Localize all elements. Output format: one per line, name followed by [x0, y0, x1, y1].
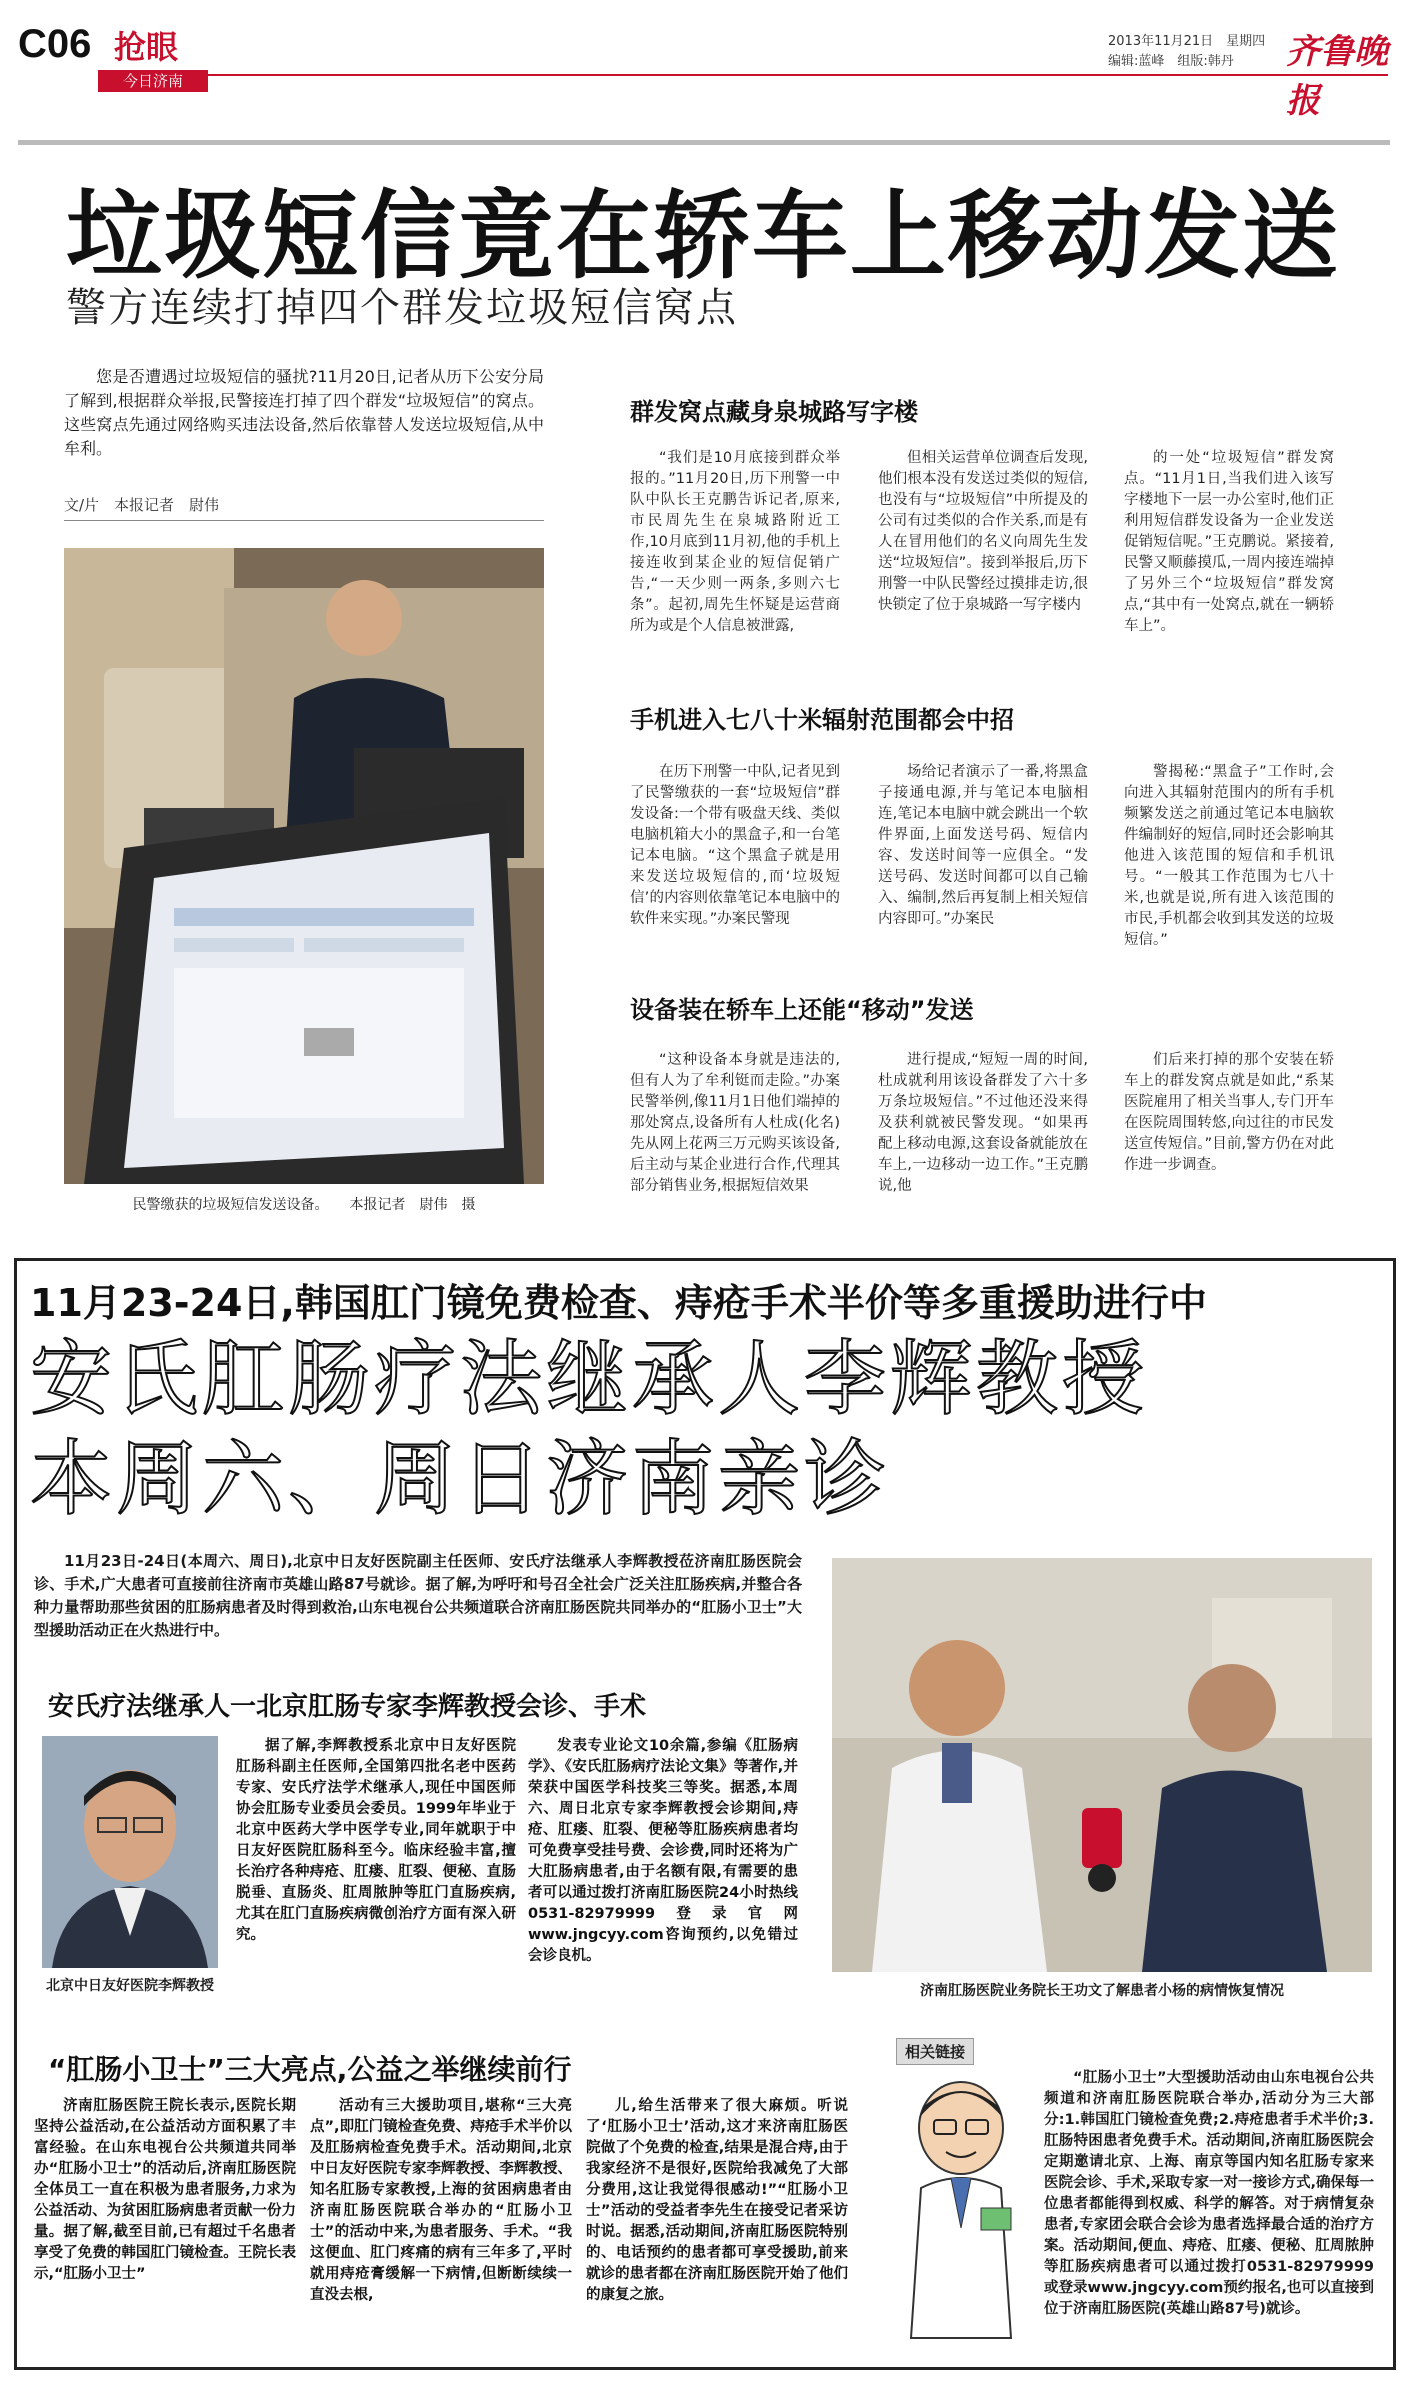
paragraph: 据了解,李辉教授系北京中日友好医院肛肠科副主任医师,全国第四批名老中医药专家、安氏疗法学术继承人,现任中国医师协会肛肠专业委员会委员。1999年毕业于北京中医药大学中医学专业,同年就职于中日友好医院肛肠科至今。临床经验丰富,擅长治疗各种痔疮、肛瘘、肛裂、便秘、直肠脱垂、直肠炎、肛周脓肿等肛门直肠疾病,尤其在肛门直肠疾病微创治疗方面有深入研究。 [236, 1738, 516, 1943]
related-link-tag: 相关链接 [896, 2038, 974, 2065]
ad-headline: 11月23-24日,韩国肛门镜免费检查、痔疮手术半价等多重援助进行中 [30, 1281, 1207, 1325]
doctor-portrait-caption: 北京中日友好医院李辉教授 [46, 1978, 214, 1994]
ad-column-2 [528, 1736, 798, 1967]
header-divider [98, 74, 1388, 76]
related-link-text: “肛肠小卫士”大型援助活动由山东电视台公共频道和济南肛肠医院联合举办,活动分为三大部分:1.韩国肛门镜检查免费;2.痔疮患者手术半价;3.肛肠特困患者免费手术。活动期间,济南肛肠医院会定期邀请北京、上海、南京等国内知名肛肠专家来医院会诊、手术,采取专家一对一接诊方式,确保每一位患者都能得到权威、科学的解答。对于病情复杂患者,专家团会联合会诊为患者选择最合适的治疗方案。活动期间,便血、痔疮、肛瘘、便秘、肛周脓肿等肛肠疾病患者可以通过拨打0531-82979999或登录www.jngcyy.com预约报名,也可以直接到位于济南肛肠医院(英雄山路87号)就诊。 [1044, 2070, 1375, 2317]
paragraph: 警揭秘:“黑盒子”工作时,会向进入其辐射范围内的所有手机频繁发送之前通过笔记本电脑软件编制好的短信,同时还会影响其他进入该范围的短信和手机讯号。“一般其工作范围为七八十米,也就是说,所有进入该范围的市民,手机都会收到其发送的垃圾短信。” [1124, 764, 1334, 948]
doctor-cartoon-icon [886, 2068, 1036, 2348]
paragraph: 进行提成,“短短一周的时间,杜成就利用该设备群发了六十多万条垃圾短信。”不过他还没来得及获利就被民警发现。“如果再配上移动电源,这套设备就能放在车上,一边移动一边工作。”王克鹏说,他 [878, 1052, 1088, 1194]
article-subheadline: 警方连续打掉四个群发垃圾短信窝点 [66, 285, 738, 331]
section-1-col-1 [630, 448, 840, 637]
section-1-col-2 [878, 448, 1088, 616]
paragraph: 儿,给生活带来了很大麻烦。听说了‘肛肠小卫士’活动,这才来济南肛肠医院做了个免费的检查,结果是混合痔,由于我家经济不是很好,医院给我减免了大部分费用,这让我觉得很感动!”“肛肠小卫士”活动的受益者李先生在接受记者采访时说。据悉,活动期间,济南肛肠医院特别的、电话预约的患者都可享受援助,前来就诊的患者都在济南肛肠医院开始了他们的康复之旅。 [586, 2098, 848, 2303]
section-3-col-2 [878, 1050, 1088, 1197]
paragraph: 但相关运营单位调查后发现,他们根本没有发送过类似的短信,也没有与“垃圾短信”中所提及的公司有过类似的合作关系,而是有人在冒用他们的名义向周先生发送“垃圾短信”。接到举报后,历下刑警一中队民警经过摸排走访,很快锁定了位于泉城路一写字楼内 [878, 450, 1088, 613]
ad-subheading-1: 安氏疗法继承人一北京肛肠专家李辉教授会诊、手术 [48, 1692, 647, 1722]
paragraph: 场给记者演示了一番,将黑盒子接通电源,并与笔记本电脑相连,笔记本电脑中就会跳出一个软件界面,上面发送号码、短信内容、发送时间等一应俱全。“发送号码、发送时间都可以自己输入、编制,然后再复制上相关短信内容即可。”办案民 [878, 764, 1088, 927]
paragraph: 济南肛肠医院王院长表示,医院长期坚持公益活动,在公益活动方面积累了丰富经验。在山东电视台公共频道共同举办“肛肠小卫士”的活动后,济南肛肠医院全体员工一直在积极为患者服务,力求为公益活动、为贫困肛肠病患者贡献一份力量。据了解,截至目前,已有超过千名患者享受了免费的韩国肛门镜检查。王院长表示,“肛肠小卫士” [34, 2098, 296, 2282]
paragraph: “这种设备本身就是违法的,但有人为了牟利铤而走险。”办案民警举例,像11月1日他们端掉的那处窝点,设备所有人杜成(化名)先从网上花两三万元购买该设备,后主动与某企业进行合作,代理其部分销售业务,根据短信效果 [630, 1052, 840, 1194]
paragraph: 的一处“垃圾短信”群发窝点。“11月1日,当我们进入该写字楼地下一层一办公室时,他们正利用短信群发设备为一企业发送促销短信呢。”王克鹏说。紧接着,民警又顺藤摸瓜,一周内接连端掉了另外三个“垃圾短信”群发窝点,“其中有一处窝点,就在一辆轿车上”。 [1124, 450, 1334, 634]
photo-illustration [64, 548, 544, 1184]
top-rule [18, 140, 1390, 145]
paragraph: 活动有三大援助项目,堪称“三大亮点”,即肛门镜检查免费、痔疮手术半价以及肛肠病检查免费手术。活动期间,北京中日友好医院专家李辉教授、李辉教授、知名肛肠专家教授,上海的贫困病患者由济南肛肠医院联合举办的“肛肠小卫士”的活动中来,为患者服务、手术。“我这便血、肛门疼痛的病有三年多了,平时就用痔疮膏缓解一下病情,但断断续续一直没去根, [310, 2098, 572, 2303]
article-lead: 您是否遭遇过垃圾短信的骚扰?11月20日,记者从历下公安分局了解到,根据群众举报,民警接连打掉了四个群发“垃圾短信”的窝点。这些窝点先通过网络购买违法设备,然后依靠替人发送垃圾短信,从中牟利。 [64, 367, 544, 458]
section-3-col-1 [630, 1050, 840, 1197]
ad-lead: 11月23日-24日(本周六、周日),北京中日友好医院副主任医师、安氏疗法继承人李辉教授莅济南肛肠医院会诊、手术,广大患者可直接前往济南市英雄山路87号就诊。据了解,为呼吁和号召全社会广泛关注肛肠疾病,并整合各种力量帮助那些贫困的肛肠病患者及时得到救治,山东电视台公共频道联合济南肛肠医院共同举办的“肛肠小卫士”大型援助活动正在火热进行中。 [34, 1552, 802, 1639]
article-headline: 垃圾短信竟在轿车上移动发送 [66, 180, 1340, 292]
photo-illustration [832, 1558, 1372, 1972]
paragraph: “我们是10月底接到群众举报的。”11月20日,历下刑警一中队中队长王克鹏告诉记者,原来,市民周先生在泉城路附近工作,10月底到11月初,他的手机上接连收到某企业的短信促销广告,“一天少则一两条,多则六七条”。起初,周先生怀疑是运营商所为或是个人信息被泄露, [630, 450, 840, 634]
section-2-col-3 [1124, 762, 1334, 951]
section-2-heading: 手机进入七八十米辐射范围都会中招 [630, 706, 1014, 734]
photo-caption: 民警缴获的垃圾短信发送设备。 本报记者 尉伟 摄 [132, 1197, 476, 1213]
byline-divider [64, 520, 544, 521]
section-3-col-3 [1124, 1050, 1334, 1176]
doctor-portrait [42, 1736, 218, 1968]
section-title: 抢眼 [114, 28, 179, 66]
section-1-col-3 [1124, 448, 1334, 637]
issue-date: 2013年11月21日 星期四 [1108, 34, 1266, 49]
ad-big-title [30, 1330, 1148, 1530]
ad-consultation-photo [832, 1558, 1372, 1972]
sms-equipment-photo [64, 548, 544, 1184]
ad-subheading-2: “肛肠小卫士”三大亮点,公益之举继续前行 [48, 2053, 572, 2086]
issue-info [1108, 32, 1265, 72]
newspaper-masthead: 齐鲁晚报 [1286, 32, 1388, 121]
ad-column-5 [586, 2096, 848, 2306]
paragraph: 在历下刑警一中队,记者见到了民警缴获的一套“垃圾短信”群发设备:一个带有吸盘天线、类似电脑机箱大小的黑盒子,和一台笔记本电脑。“这个黑盒子就是用来发送垃圾短信的,而‘垃圾短信’的内容则依靠笔记本电脑中的软件来实现。”办案民警现 [630, 764, 840, 927]
cartoon-illustration [886, 2068, 1036, 2348]
ad-column-3 [34, 2096, 296, 2285]
section-2-col-1 [630, 762, 840, 930]
ad-column-1 [236, 1736, 516, 1946]
portrait-illustration [42, 1736, 218, 1968]
ad-big-title-line-2: 本周六、周日济南亲诊 [30, 1432, 891, 1527]
paragraph: 发表专业论文10余篇,参编《肛肠病学》、《安氏肛肠病疗法论文集》等著作,并荣获中国医学科技奖三等奖。据悉,本周六、周日北京专家李辉教授会诊期间,痔疮、肛瘘、肛裂、便秘等肛肠疾病患者均可免费享受挂号费、会诊费,同时还将为广大肛肠病患者,由于名额有限,有需要的患者可以通过拨打济南肛肠医院24小时热线0531-82979999登录官网www.jngcyy.com咨询预约,以免错过会诊良机。 [528, 1738, 798, 1964]
page-code: C06 [18, 22, 92, 66]
editors-line: 编辑:蓝峰 组版:韩丹 [1108, 54, 1234, 69]
section-2-col-2 [878, 762, 1088, 930]
section-1-heading: 群发窝点藏身泉城路写字楼 [630, 398, 918, 426]
ad-photo-caption: 济南肛肠医院业务院长王功文了解患者小杨的病情恢复情况 [920, 1983, 1284, 1999]
article-byline: 文/片 本报记者 尉伟 [64, 496, 220, 514]
ad-big-title-line-1: 安氏肛肠疗法继承人李辉教授 [30, 1332, 1149, 1427]
paragraph: 们后来打掉的那个安装在轿车上的群发窝点就是如此,“系某医院雇用了相关当事人,专门开车在医院周围转悠,向过往的市民发送宣传短信。”目前,警方仍在对此作进一步调查。 [1124, 1052, 1334, 1173]
subsection-label: 今日济南 [98, 70, 208, 92]
ad-column-4 [310, 2096, 572, 2306]
page-header [18, 18, 1398, 121]
section-3-heading: 设备装在轿车上还能“移动”发送 [630, 996, 974, 1024]
